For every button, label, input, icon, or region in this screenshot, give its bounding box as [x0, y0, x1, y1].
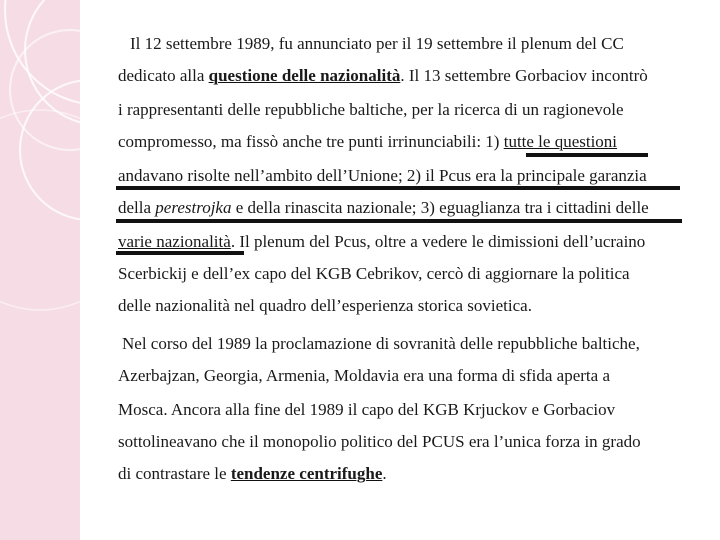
- underline-bar-4: [116, 251, 244, 255]
- underline-bar-3: [116, 219, 682, 223]
- p1-line-2: [118, 66, 648, 86]
- p1-line-5-text: andavano risolte nell’ambito dell’Unione; 2) il Pcus era la principale garanzia: [118, 166, 647, 185]
- p2-line-4-text: sottolineavano che il monopolio politico del PCUS era l’unica forza in grado: [118, 432, 641, 451]
- decorative-circles: [0, 0, 80, 540]
- p2-line-5-text-c: .: [382, 464, 387, 483]
- p2-line-3: [118, 400, 615, 420]
- p1-line-3: [118, 100, 624, 120]
- p1-line-1-text: Il 12 settembre 1989, fu annunciato per il 19 settembre il plenum del CC: [130, 34, 624, 53]
- p2-line-3-text: Mosca. Ancora alla fine del 1989 il capo del KGB Krjuckov e Gorbaciov: [118, 400, 616, 419]
- p1-line-4: [118, 132, 617, 152]
- underline-bar-2: [116, 186, 680, 190]
- p1-line-1: [130, 34, 624, 54]
- varie-nazionalita-phrase: varie nazionalità: [118, 232, 231, 251]
- p1-line-9-text: delle nazionalità nel quadro dell’esperienza storica sovietica.: [118, 296, 532, 315]
- perestrojka-word: perestrojka: [155, 198, 232, 217]
- p2-line-5-text-a: di contrastare le: [118, 464, 231, 483]
- underline-bar-1: [526, 153, 648, 157]
- p1-line-5: [118, 166, 647, 186]
- p1-line-8: [118, 264, 630, 284]
- tendenze-centrifughe-phrase: tendenze centrifughe: [230, 464, 383, 483]
- p1-line-8-text: Scerbickij e dell’ex capo del KGB Cebrikov, cercò di aggiornare la politica: [118, 264, 630, 283]
- p2-line-2-text: Azerbajzan, Georgia, Armenia, Moldavia era una forma di sfida aperta a: [118, 366, 610, 385]
- tutte-le-questioni-phrase: tutte le questioni: [503, 132, 618, 151]
- p1-line-2-text-a: dedicato alla: [118, 66, 209, 85]
- decorative-sidebar: [0, 0, 80, 540]
- p1-line-3-text: i rappresentanti delle repubbliche baltiche, per la ricerca di un ragionevole: [118, 100, 624, 119]
- p1-line-7: [118, 232, 645, 252]
- p1-line-6-text-c: e della rinascita nazionale; 3) eguaglianza tra i cittadini delle: [231, 198, 649, 217]
- p2-line-5: [118, 464, 387, 484]
- p1-line-6: [118, 198, 649, 218]
- p1-line-4-text-a: compromesso, ma fissò anche tre punti irrinunciabili: 1): [118, 132, 504, 151]
- p2-line-2: [118, 366, 610, 386]
- sidebar-divider: [80, 0, 82, 540]
- p1-line-6-text-a: della: [118, 198, 156, 217]
- p1-line-7-text-b: . Il plenum del Pcus, oltre a vedere le dimissioni dell’ucraino: [230, 232, 646, 251]
- p2-line-1-text: Nel corso del 1989 la proclamazione di sovranità delle repubbliche baltiche,: [122, 334, 640, 353]
- p2-line-4: [118, 432, 641, 452]
- p2-line-1: [122, 334, 640, 354]
- p1-line-9: [118, 296, 532, 316]
- questione-nazionalita-phrase: questione delle nazionalità: [208, 66, 401, 85]
- p1-line-2-text-c: . Il 13 settembre Gorbaciov incontrò: [400, 66, 648, 85]
